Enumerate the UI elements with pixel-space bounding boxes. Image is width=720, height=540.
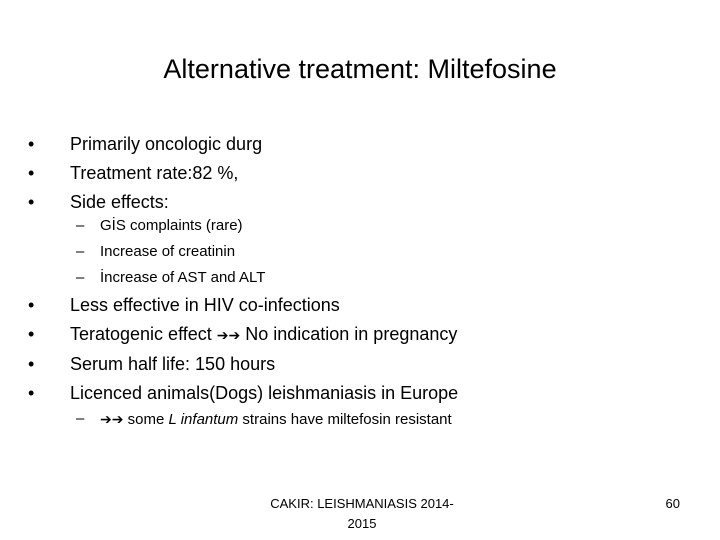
bullet-icon: • <box>28 163 35 183</box>
sub-bullet-text: Increase of creatinin <box>100 243 236 260</box>
bullet-item <box>28 350 458 379</box>
slide-title: Alternative treatment: Miltefosine <box>163 54 557 84</box>
species-name: L infantum <box>168 411 239 428</box>
bullet-item <box>28 291 458 320</box>
footer-text <box>232 494 492 534</box>
footer-line: CAKIR: LEISHMANIASIS 2014- <box>270 496 454 511</box>
footer-line: 2015 <box>347 516 377 531</box>
bullet-text: Primarily oncologic durg <box>70 134 263 154</box>
page-number: 60 <box>665 496 680 511</box>
sub-bullet-text: some <box>123 411 169 428</box>
side-effects-sublist <box>76 213 265 291</box>
bullet-item <box>28 130 262 159</box>
bullet-text: Teratogenic effect <box>70 324 217 344</box>
sub-bullet-item <box>76 213 265 239</box>
bullet-list-bottom <box>28 291 458 408</box>
bullet-text: Less effective in HIV co-infections <box>70 295 340 315</box>
bullet-list-top <box>28 130 262 217</box>
bullet-icon: • <box>28 192 35 212</box>
bullet-text: Licenced animals(Dogs) leishmaniasis in Europe <box>70 383 459 403</box>
bullet-text-continued: No indication in pregnancy <box>240 324 458 344</box>
bullet-item <box>28 320 458 350</box>
dash-icon: – <box>76 243 85 260</box>
bullet-icon: • <box>28 134 35 154</box>
sub-bullet-text: GİS complaints (rare) <box>100 217 243 234</box>
bullet-item <box>28 379 458 408</box>
bullet-icon: • <box>28 354 35 374</box>
dash-icon: – <box>76 410 85 427</box>
sub-bullet-text-continued: strains have miltefosin resistant <box>238 411 452 428</box>
bullet-icon: • <box>28 324 35 344</box>
resistance-sublist <box>76 406 452 433</box>
sub-bullet-text: İncrease of AST and ALT <box>100 269 266 286</box>
sub-bullet-item <box>76 239 265 265</box>
bullet-icon: • <box>28 383 35 403</box>
bullet-item <box>28 159 262 188</box>
bullet-icon: • <box>28 295 35 315</box>
bullet-text: Serum half life: 150 hours <box>70 354 276 374</box>
sub-bullet-item <box>76 406 452 433</box>
bullet-text: Treatment rate:82 %, <box>70 163 239 183</box>
bullet-text: Side effects: <box>70 192 169 212</box>
dash-icon: – <box>76 269 85 286</box>
double-arrow-icon: ➔➔ <box>216 327 241 343</box>
sub-bullet-item <box>76 265 265 291</box>
dash-icon: – <box>76 217 85 234</box>
double-arrow-icon: ➔➔ <box>100 411 124 427</box>
